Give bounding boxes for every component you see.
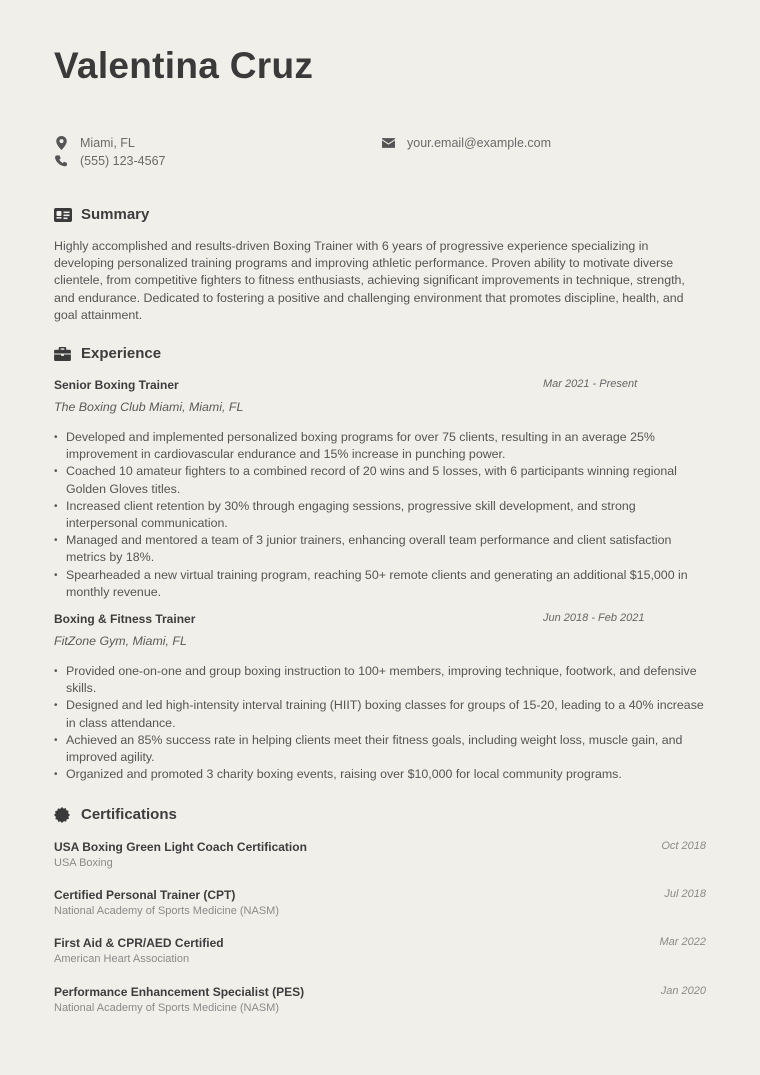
location-text: Miami, FL: [80, 136, 135, 150]
job-dates: Jun 2018 - Feb 2021: [543, 612, 645, 624]
cert-title: Performance Enhancement Specialist (PES): [54, 985, 305, 999]
summary-text: Highly accomplished and results-driven Boxing Trainer with 6 years of progressive experience specializing in developing personalized training programs and improving athletic performance. Proven ability to motivate diverse clientele, from competitive fighters to fitness enthusiasts, achieving significant improvements in technique, strength, and endurance. Dedicated to fostering a positive and challenging environment that promotes discipline, health, and goal attainment.: [54, 239, 685, 322]
job-dates: Mar 2021 - Present: [543, 378, 638, 390]
job-bullet: • Coached 10 amateur fighters to a combined record of 20 wins and 5 losses, with 6 participants winning regional Golden Gloves titles.: [54, 463, 706, 497]
certificate-badge-icon: [54, 807, 72, 823]
cert-date: Jan 2020: [660, 985, 706, 997]
job-bullet: • Organized and promoted 3 charity boxing events, raising over $10,000 for local community programs.: [54, 766, 706, 783]
certifications-heading-text: Certifications: [81, 806, 177, 823]
email-link[interactable]: your.email@example.com: [407, 136, 551, 150]
id-card-icon: [54, 207, 72, 223]
cert-issuer: National Academy of Sports Medicine (NASM): [54, 905, 279, 917]
summary-heading-text: Summary: [81, 206, 150, 223]
cert-date: Oct 2018: [661, 840, 706, 852]
job-title: Boxing & Fitness Trainer: [54, 612, 196, 626]
job-company: FitZone Gym, Miami, FL: [54, 634, 187, 648]
job-bullet: • Designed and led high-intensity interval training (HIIT) boxing classes for groups of 15-20, leading to a 40% increase in class attendance.: [54, 697, 706, 731]
job-bullets: [54, 663, 706, 783]
experience-heading-text: Experience: [81, 345, 162, 362]
job-bullet: • Achieved an 85% success rate in helping clients meet their fitness goals, including weight loss, muscle gain, and improved agility.: [54, 732, 706, 766]
job-bullet: • Developed and implemented personalized boxing programs for over 75 clients, resulting in an average 25% improvement in cardiovascular endurance and 15% increase in punching power.: [54, 429, 706, 463]
cert-issuer: National Academy of Sports Medicine (NASM): [54, 1002, 279, 1014]
job-bullet: • Provided one-on-one and group boxing instruction to 100+ members, improving technique, footwork, and defensive skills.: [54, 663, 706, 697]
map-pin-icon: [54, 136, 68, 150]
job-bullet: • Increased client retention by 30% through engaging sessions, progressive skill development, and strong interpersonal communication.: [54, 498, 706, 532]
phone-icon: [54, 154, 68, 168]
contact-location: [54, 136, 135, 150]
cert-title: USA Boxing Green Light Coach Certification: [54, 840, 307, 854]
job-bullet: • Spearheaded a new virtual training program, reaching 50+ remote clients and generating an additional $15,000 in monthly revenue.: [54, 567, 706, 601]
cert-title: Certified Personal Trainer (CPT): [54, 888, 236, 902]
cert-date: Jul 2018: [664, 888, 706, 900]
job-company: The Boxing Club Miami, Miami, FL: [54, 400, 244, 414]
contact-email: [381, 136, 551, 150]
briefcase-icon: [54, 346, 72, 362]
candidate-name: Valentina Cruz: [54, 45, 314, 86]
envelope-icon: [381, 136, 395, 150]
phone-text: (555) 123-4567: [80, 154, 166, 168]
cert-date: Mar 2022: [659, 936, 706, 948]
experience-heading: [54, 345, 161, 362]
job-bullets: [54, 429, 706, 601]
summary-heading: [54, 206, 149, 223]
cert-issuer: American Heart Association: [54, 953, 190, 965]
job-bullet: • Managed and mentored a team of 3 junior trainers, enhancing overall team performance and client satisfaction metrics by 18%.: [54, 532, 706, 566]
cert-issuer: USA Boxing: [54, 857, 113, 869]
certifications-heading: [54, 806, 177, 823]
job-title: Senior Boxing Trainer: [54, 378, 179, 392]
contact-phone: [54, 154, 165, 168]
cert-title: First Aid & CPR/AED Certified: [54, 936, 224, 950]
